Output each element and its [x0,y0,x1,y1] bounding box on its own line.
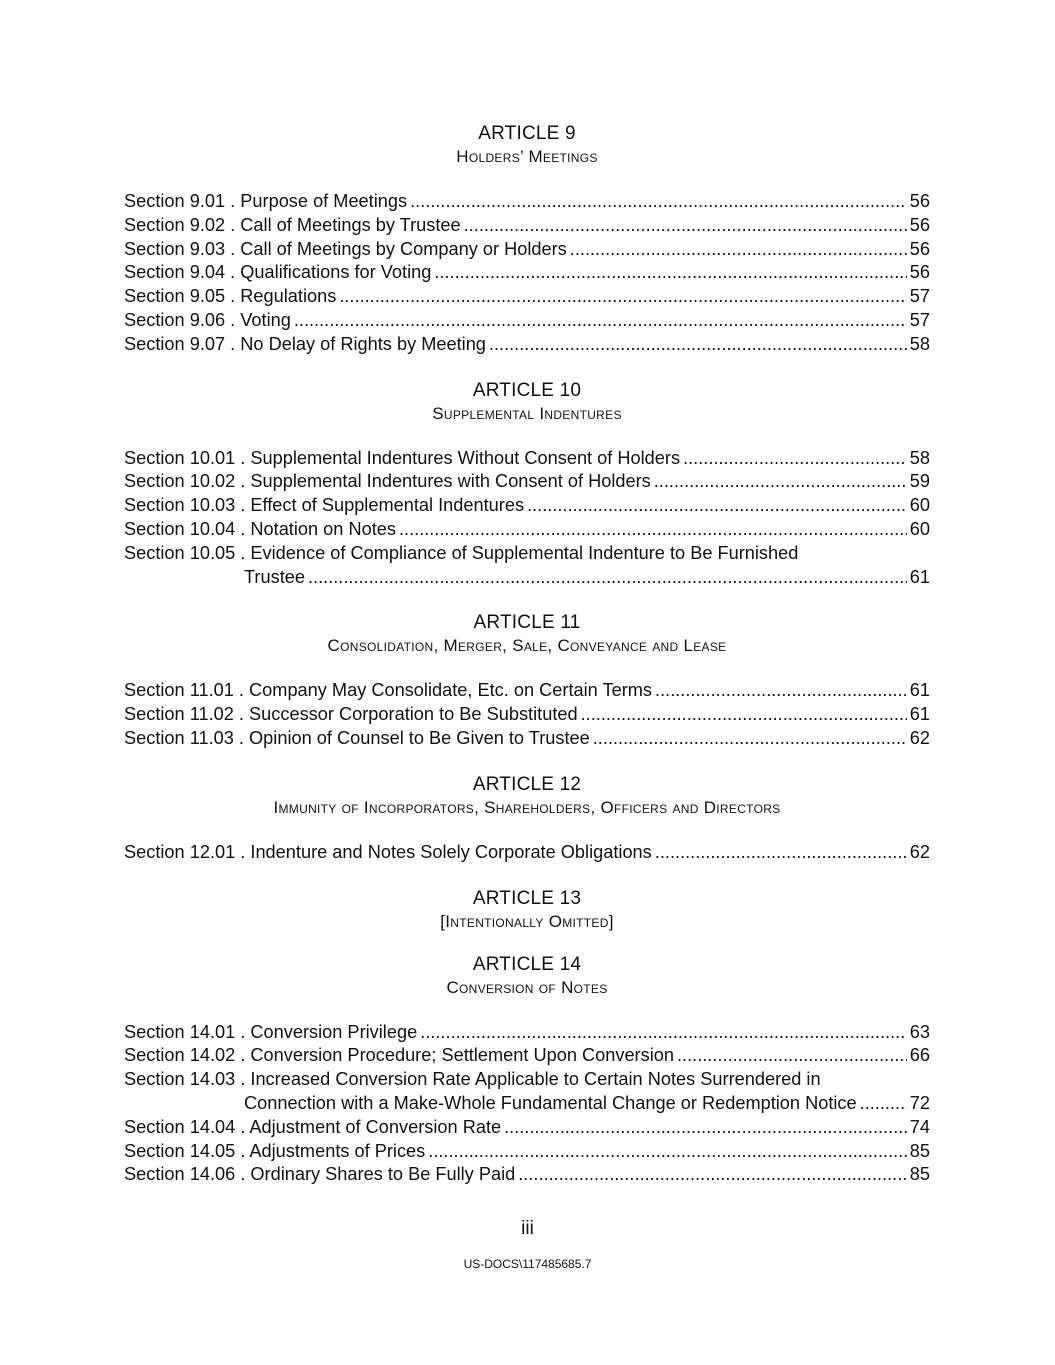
dot-leader [860,1092,907,1116]
toc-entry[interactable] [124,1163,930,1187]
article-subtitle: Supplemental Indentures [432,403,622,423]
article-subtitle: Consolidation, Merger, Sale, Conveyance and Lease [327,636,727,656]
toc-entry-label: Section 10.03 . Effect of Supplemental Indentures [124,495,525,516]
toc-entry-label: Section 14.04 . Adjustment of Conversion Rate [124,1116,502,1137]
toc-entry-page: 57 [909,286,930,307]
dot-leader [410,190,907,214]
toc-entry-page: 61 [909,566,930,587]
article-entries [124,190,930,357]
article-title: ARTICLE 14 [472,953,582,975]
article-title: ARTICLE 12 [472,773,582,795]
toc-entry[interactable] [124,679,930,703]
article-title: ARTICLE 13 [472,887,582,909]
toc-entry-page: 66 [909,1045,930,1066]
dot-leader [308,566,907,590]
toc-entry[interactable] [124,727,930,751]
toc-entry-label: Section 10.05 . Evidence of Compliance of Supplemental Indenture to Be Furnished [124,542,799,563]
dot-leader [434,261,906,285]
toc-entry-page: 62 [909,727,930,748]
toc-entry-page: 85 [909,1164,930,1185]
toc-entry-page: 59 [909,471,930,492]
toc-entry[interactable] [124,333,930,357]
article-subtitle: Immunity of Incorporators, Shareholders, Officers and Directors [273,797,781,817]
article-entries [124,1021,930,1188]
toc-entry[interactable] [124,542,930,590]
article-subtitle: [Intentionally Omitted] [440,911,614,931]
article-entries [124,447,930,590]
toc-entry-label: Section 9.06 . Voting [124,309,291,330]
toc-entry-page: 63 [909,1021,930,1042]
dot-leader [339,285,906,309]
toc-entry-page: 72 [909,1092,930,1113]
dot-leader [294,309,907,333]
toc-entry-page: 61 [909,704,930,725]
toc-entry[interactable] [124,841,930,865]
toc-entry-page: 61 [909,680,930,701]
toc-entry-label: Section 10.04 . Notation on Notes [124,518,396,539]
toc-entry-label: Section 14.03 . Increased Conversion Rate Applicable to Certain Notes Surrendered in [124,1069,821,1090]
toc-entry-page: 60 [909,495,930,516]
dot-leader [489,333,907,357]
toc-entry-page: 56 [909,262,930,283]
toc-entry-label: Section 14.01 . Conversion Privilege [124,1021,418,1042]
toc-entry-label: Section 14.02 . Conversion Procedure; Settlement Upon Conversion [124,1045,674,1066]
toc-entry-label: Section 9.05 . Regulations [124,286,337,307]
toc-entry-page: 85 [909,1140,930,1161]
article-entries [124,841,930,865]
toc-entry-page: 60 [909,518,930,539]
toc-entry-label: Section 9.04 . Qualifications for Voting [124,262,432,283]
dot-leader [518,1163,907,1187]
toc-entry-page: 58 [909,333,930,354]
toc-entry[interactable] [124,285,930,309]
article-title: ARTICLE 9 [478,123,576,144]
toc-entry-page: 74 [909,1116,930,1137]
toc-entry-page: 57 [909,309,930,330]
toc-entry[interactable] [124,1021,930,1045]
toc-entry-label: Section 9.07 . No Delay of Rights by Meeting [124,333,486,354]
table-of-contents [124,122,930,1209]
dot-leader [655,841,907,865]
toc-entry[interactable] [124,447,930,471]
article-title: ARTICLE 10 [472,379,582,401]
toc-entry-label: Section 9.02 . Call of Meetings by Trustee [124,214,461,235]
dot-leader [683,447,907,471]
toc-entry-label: Section 10.01 . Supplemental Indentures Without Consent of Holders [124,447,681,468]
toc-entry[interactable] [124,470,930,494]
toc-entry-label: Section 14.05 . Adjustments of Prices [124,1140,426,1161]
article-entries [124,679,930,750]
toc-entry[interactable] [124,518,930,542]
dot-leader [655,679,907,703]
toc-entry-page: 58 [909,447,930,468]
dot-leader [428,1140,907,1164]
toc-entry-label: Section 11.02 . Successor Corporation to Be Substituted [124,704,578,725]
toc-entry-label: Section 9.03 . Call of Meetings by Company or Holders [124,238,567,259]
toc-entry-label: Section 12.01 . Indenture and Notes Solely Corporate Obligations [124,841,652,862]
dot-leader [504,1116,907,1140]
dot-leader [570,238,907,262]
article-subtitle: Holders’ Meetings [456,147,598,166]
toc-entry-page: 56 [909,214,930,235]
toc-entry[interactable] [124,1044,930,1068]
dot-leader [464,214,907,238]
dot-leader [593,727,907,751]
toc-entry-label: Section 9.01 . Purpose of Meetings [124,191,408,211]
page-number: iii [521,1218,534,1239]
toc-entry-label: Section 11.01 . Company May Consolidate, Etc. on Certain Terms [124,680,653,701]
toc-entry[interactable] [124,494,930,518]
toc-entry[interactable] [124,190,930,214]
toc-entry-continuation: Trustee [244,566,305,587]
toc-entry[interactable] [124,1116,930,1140]
toc-entry[interactable] [124,1140,930,1164]
toc-entry-page: 56 [909,238,930,259]
dot-leader [527,494,907,518]
toc-entry[interactable] [124,309,930,333]
toc-entry-page: 56 [909,191,930,211]
article-title: ARTICLE 11 [473,612,581,634]
article-subtitle: Conversion of Notes [446,977,608,997]
toc-entry[interactable] [124,214,930,238]
dot-leader [399,518,907,542]
dot-leader [581,703,907,727]
toc-entry-page: 62 [909,841,930,862]
document-id: US-DOCS\117485685.7 [463,1257,592,1271]
dot-leader [420,1021,907,1045]
toc-entry[interactable] [124,261,930,285]
toc-entry-label: Section 14.06 . Ordinary Shares to Be Fully Paid [124,1164,516,1185]
toc-entry-label: Section 10.02 . Supplemental Indentures with Consent of Holders [124,471,651,492]
toc-entry[interactable] [124,1068,930,1116]
dot-leader [677,1044,907,1068]
toc-entry[interactable] [124,238,930,262]
toc-entry-continuation: Connection with a Make-Whole Fundamental Change or Redemption Notice [244,1092,857,1113]
toc-entry[interactable] [124,703,930,727]
toc-entry-label: Section 11.03 . Opinion of Counsel to Be Given to Trustee [124,727,590,748]
dot-leader [654,470,907,494]
